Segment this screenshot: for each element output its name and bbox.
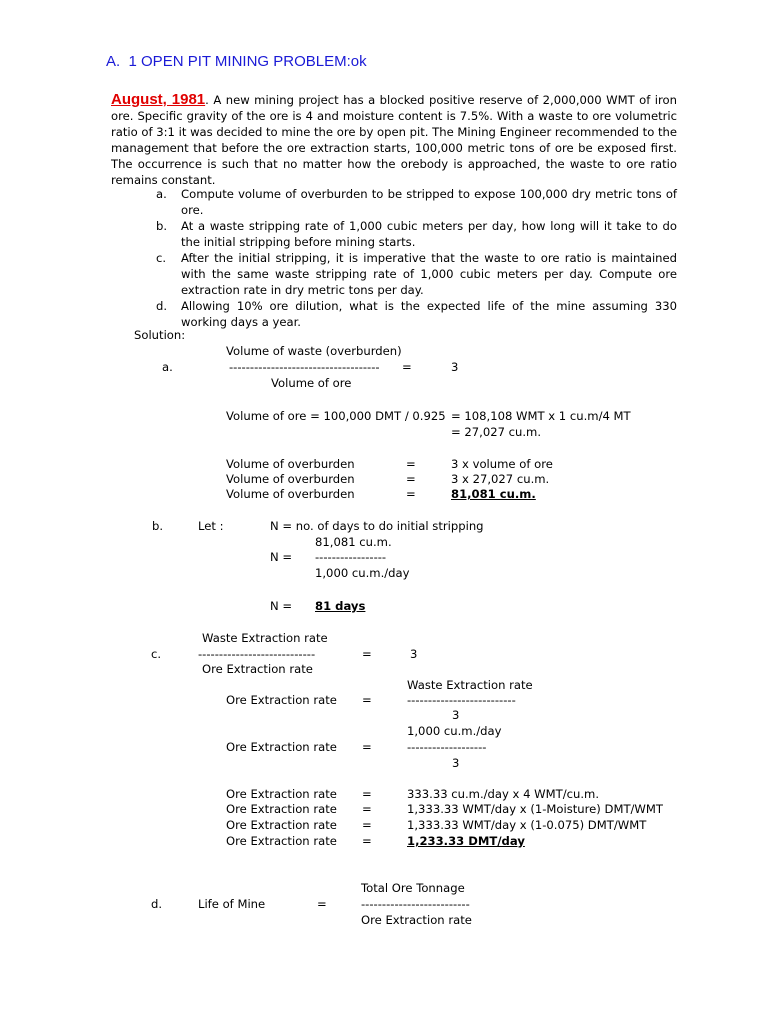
sol-c-f1-numerator: Waste Extraction rate xyxy=(407,678,533,692)
sol-c-label-5: Ore Extraction rate xyxy=(226,818,337,832)
sol-c-eq-3: = xyxy=(362,787,372,801)
sol-d-denominator: Ore Extraction rate xyxy=(361,913,472,927)
sol-a-ob-val-1: 3 x volume of ore xyxy=(451,457,553,471)
sol-c-result-2: 1,333.33 WMT/day x (1-Moisture) DMT/WMT xyxy=(407,802,663,816)
sol-a-ob-val-2: 3 x 27,027 cu.m. xyxy=(451,472,550,486)
sol-a-ratio: 3 xyxy=(451,360,459,374)
sol-d-eq: = xyxy=(317,897,327,911)
sol-d-letter: d. xyxy=(151,897,163,911)
sol-c-eq-1: = xyxy=(362,693,372,707)
sol-a-ore-volume-result-2: = 27,027 cu.m. xyxy=(451,425,542,439)
sol-b-letter: b. xyxy=(152,519,164,533)
sol-a-ob-label-1: Volume of overburden xyxy=(226,457,355,471)
sol-a-eq: = xyxy=(402,360,412,374)
sol-d-dashes: -------------------------- xyxy=(361,897,470,911)
sol-c-eq-6: = xyxy=(362,834,372,848)
sol-b-dashes: ----------------- xyxy=(315,550,387,564)
sol-c-label-1: Ore Extraction rate xyxy=(226,693,337,707)
sol-c-eq-5: = xyxy=(362,818,372,832)
problem-date: August, 1981 xyxy=(111,91,206,108)
sol-d-label: Life of Mine xyxy=(198,897,266,911)
sol-c-top-numerator: Waste Extraction rate xyxy=(202,631,328,645)
sol-c-label-6: Ore Extraction rate xyxy=(226,834,337,848)
sol-a-letter: a. xyxy=(162,360,173,374)
sol-b-numerator: 81,081 cu.m. xyxy=(315,535,392,549)
sol-c-eq-2: = xyxy=(362,740,372,754)
sol-a-answer: 81,081 cu.m. xyxy=(451,487,536,501)
sol-c-f2-numerator: 1,000 cu.m./day xyxy=(407,724,502,738)
sol-c-label-2: Ore Extraction rate xyxy=(226,740,337,754)
sol-a-ob-eq-3: = xyxy=(406,487,416,501)
sol-c-result-3: 1,333.33 WMT/day x (1-0.075) DMT/WMT xyxy=(407,818,647,832)
sol-a-numerator: Volume of waste (overburden) xyxy=(226,344,402,358)
question-b: b. At a waste stripping rate of 1,000 cubic meters per day, how long will it take to do the initial stripping before mining starts. xyxy=(156,219,677,249)
sol-b-definition: N = no. of days to do initial stripping xyxy=(270,519,484,533)
problem-text: . A new mining project has a blocked positive reserve of 2,000,000 WMT of iron ore. Specific gravity of the ore is 4 and moisture content is 7.5%. With a waste to ore volumetric ratio of 3:1 it was decided to mine the ore by open pit. The Mining Engineer recommended to the management that before the ore extraction starts, 100,000 metric tons of ore be exposed first. The occurrence is such that no matter how the orebody is approached, the waste to ore ratio remains constant. xyxy=(111,93,677,187)
sol-c-f2-dashes: ------------------- xyxy=(407,740,487,754)
sol-b-denominator: 1,000 cu.m./day xyxy=(315,566,410,580)
sol-b-let: Let : xyxy=(198,519,224,533)
sol-a-dashes: ------------------------------------ xyxy=(229,360,380,374)
sol-a-ob-eq-2: = xyxy=(406,472,416,486)
sol-a-ob-eq-1: = xyxy=(406,457,416,471)
sol-a-ob-label-2: Volume of overburden xyxy=(226,472,355,486)
sol-c-label-3: Ore Extraction rate xyxy=(226,787,337,801)
sol-a-ore-volume: Volume of ore = 100,000 DMT / 0.925 xyxy=(226,409,446,423)
question-list xyxy=(156,186,677,330)
question-d: d. Allowing 10% ore dilution, what is the expected life of the mine assuming 330 working days a year. xyxy=(156,299,677,329)
sol-b-n-eq-2: N = xyxy=(270,599,293,613)
sol-c-f1-dashes: -------------------------- xyxy=(407,693,516,707)
document-title: A. 1 OPEN PIT MINING PROBLEM:ok xyxy=(106,53,367,70)
solution-heading: Solution: xyxy=(134,328,186,342)
sol-c-answer: 1,233.33 DMT/day xyxy=(407,834,525,848)
problem-statement xyxy=(111,92,677,188)
sol-c-result-1: 333.33 cu.m./day x 4 WMT/cu.m. xyxy=(407,787,600,801)
sol-c-top-eq: = xyxy=(362,647,372,661)
sol-c-f1-denominator: 3 xyxy=(452,708,460,722)
sol-a-ore-volume-result-1: = 108,108 WMT x 1 cu.m/4 MT xyxy=(451,409,631,423)
sol-c-top-denominator: Ore Extraction rate xyxy=(202,662,313,676)
sol-c-label-4: Ore Extraction rate xyxy=(226,802,337,816)
sol-c-top-dashes: ---------------------------- xyxy=(198,647,316,661)
sol-c-f2-denominator: 3 xyxy=(452,756,460,770)
sol-c-top-ratio: 3 xyxy=(410,647,418,661)
question-a: a. Compute volume of overburden to be stripped to expose 100,000 dry metric tons of ore. xyxy=(156,187,677,217)
sol-d-numerator: Total Ore Tonnage xyxy=(361,881,465,895)
sol-a-ob-label-3: Volume of overburden xyxy=(226,487,355,501)
sol-c-eq-4: = xyxy=(362,802,372,816)
question-c: c. After the initial stripping, it is imperative that the waste to ore ratio is maintained with the same waste stripping rate of 1,000 cubic meters per day. Compute ore extraction rate in dry metric tons per day. xyxy=(156,251,677,297)
sol-b-answer: 81 days xyxy=(315,599,366,613)
sol-a-denominator: Volume of ore xyxy=(271,376,352,390)
sol-b-n-eq: N = xyxy=(270,550,293,564)
sol-c-letter: c. xyxy=(151,647,162,661)
